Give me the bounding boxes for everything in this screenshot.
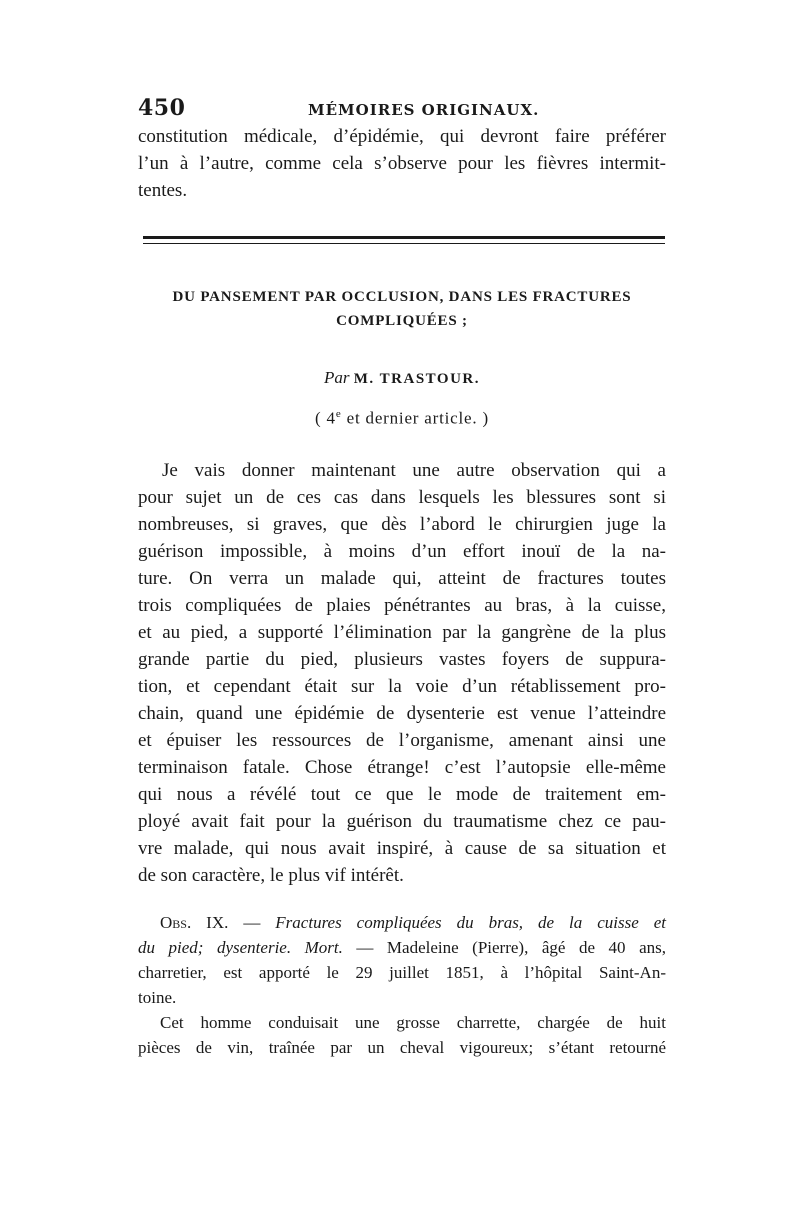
article-note xyxy=(138,408,666,429)
observation-dash: — xyxy=(228,913,276,932)
body-line: pour sujet un de ces cas dans lesquels les blessures sont si xyxy=(138,487,666,508)
observation-label: Obs. IX. xyxy=(160,913,229,932)
body-line: tion, et cependant était sur la voie d’un rétablissement pro- xyxy=(138,676,666,697)
observation-title-part-1: Fractures compliquées du bras, de la cuisse et xyxy=(275,913,666,932)
previous-article-line: l’un à l’autre, comme cela s’observe pour les fièvres intermit- xyxy=(138,153,666,174)
separator-rule-thin xyxy=(143,243,665,244)
running-head xyxy=(138,95,668,125)
body-line: et au pied, a supporté l’élimination par la gangrène de la plus xyxy=(138,622,666,643)
note-prefix: ( 4 xyxy=(315,408,336,428)
body-line: vre malade, qui nous avait inspiré, à cause de sa situation et xyxy=(138,838,666,859)
article-title-line-2: COMPLIQUÉES ; xyxy=(336,313,468,329)
observation-line-3: charretier, est apporté le 29 juillet 1851, à l’hôpital Saint-An- xyxy=(138,963,666,982)
byline xyxy=(138,368,666,388)
byline-author: M. TRASTOUR. xyxy=(353,371,480,387)
body-line: ployé avait fait pour la guérison du traumatisme chez ce pau- xyxy=(138,811,666,832)
page-number: 450 xyxy=(138,95,186,121)
journal-title: MÉMOIRES ORIGINAUX. xyxy=(308,101,540,119)
body-line: et épuiser les ressources de l’organisme, amenant ainsi une xyxy=(138,730,666,751)
observation-line-4: toine. xyxy=(138,988,177,1007)
body-line: ture. On verra un malade qui, atteint de fractures toutes xyxy=(138,568,666,589)
note-superscript: e xyxy=(335,408,342,420)
observation-line-6: pièces de vin, traînée par un cheval vigoureux; s’étant retourné xyxy=(138,1038,666,1057)
body-line: chain, quand une épidémie de dysenterie est venue l’atteindre xyxy=(138,703,666,724)
body-line: qui nous a révélé tout ce que le mode de traitement em- xyxy=(138,784,666,805)
byline-par: Par xyxy=(324,368,350,387)
observation-line-5: Cet homme conduisait une grosse charrette, chargée de huit xyxy=(160,1013,666,1032)
body-line: terminaison fatale. Chose étrange! c’est l’autopsie elle-même xyxy=(138,757,666,778)
observation-title-part-2: du pied; dysenterie. Mort. xyxy=(138,938,343,957)
previous-article-line: tentes. xyxy=(138,180,188,201)
article-title-line-1: DU PANSEMENT PAR OCCLUSION, DANS LES FRACTURES xyxy=(172,289,632,305)
observation-line-2-rest: — Madeleine (Pierre), âgé de 40 ans, xyxy=(342,938,666,957)
body-line: trois compliquées de plaies pénétrantes au bras, à la cuisse, xyxy=(138,595,666,616)
body-line: guérison impossible, à moins d’un effort inouï de la na- xyxy=(138,541,666,562)
body-line: de son caractère, le plus vif intérêt. xyxy=(138,865,404,886)
observation-line-1 xyxy=(160,911,666,935)
previous-article-line: constitution médicale, d’épidémie, qui devront faire préférer xyxy=(138,126,666,147)
body-line: Je vais donner maintenant une autre observation qui a xyxy=(162,460,666,481)
observation-line-2 xyxy=(138,936,666,960)
body-line: nombreuses, si graves, que dès l’abord le chirurgien juge la xyxy=(138,514,666,535)
body-line: grande partie du pied, plusieurs vastes foyers de suppura- xyxy=(138,649,666,670)
note-suffix: et dernier article. ) xyxy=(341,408,489,428)
separator-rule-thick xyxy=(143,236,665,239)
